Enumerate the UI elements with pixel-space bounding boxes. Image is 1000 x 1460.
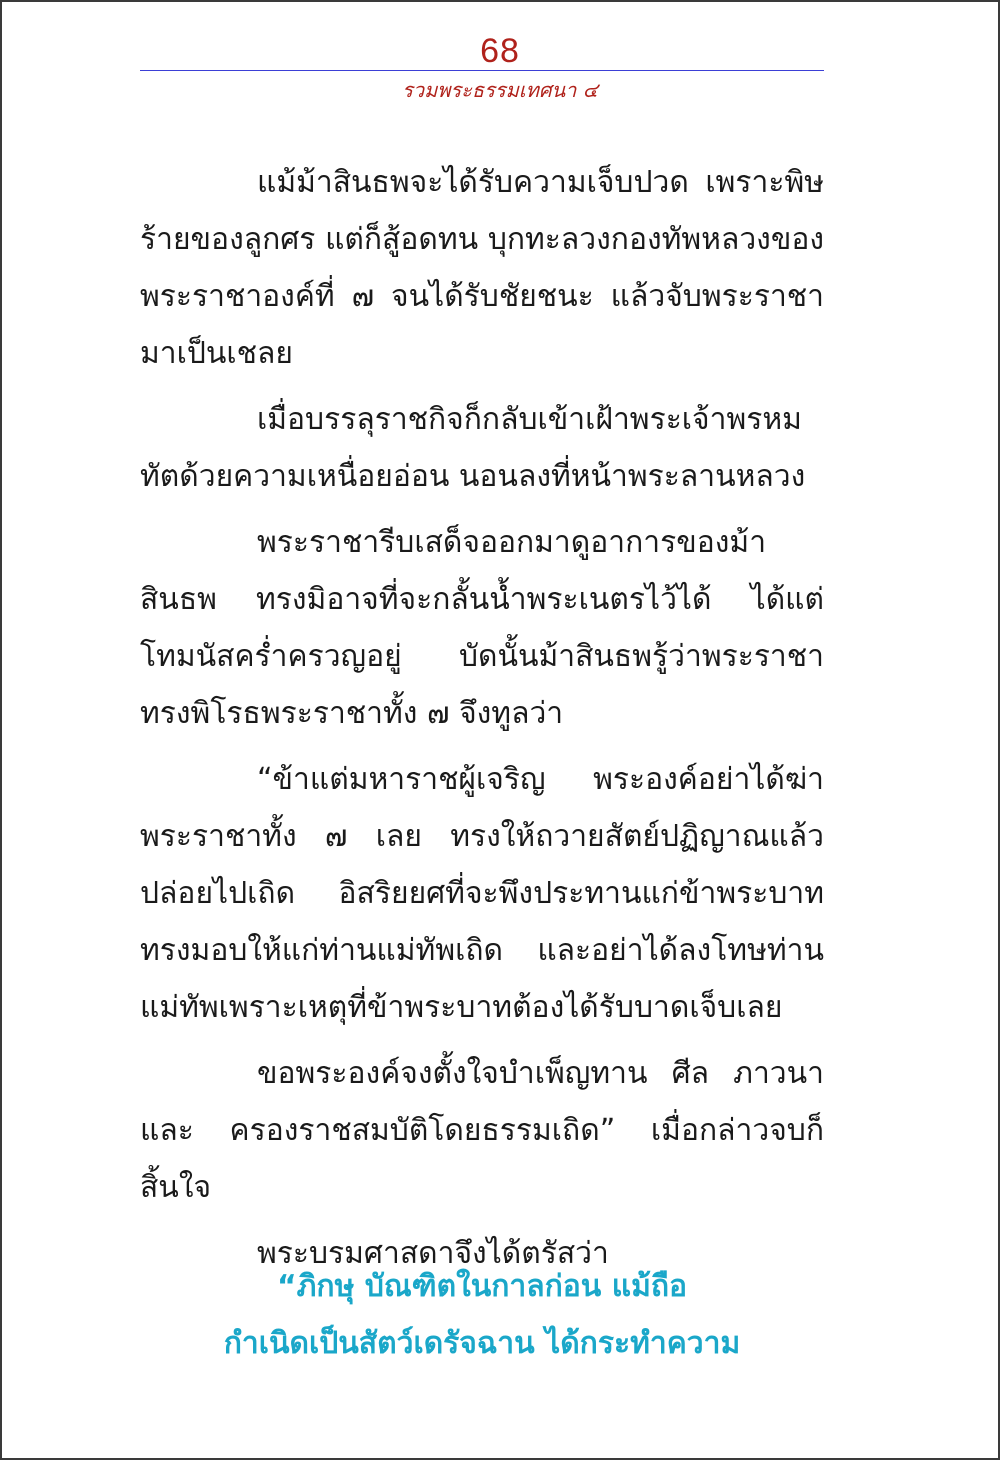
- quote-line: กำเนิดเป็นสัตว์เดรัจฉาน ได้กระทำความ: [223, 1326, 741, 1361]
- highlighted-quote: [140, 1258, 824, 1372]
- paragraph: พระบรมศาสดาจึงได้ตรัสว่า: [257, 1236, 609, 1271]
- paragraph: “ข้าแต่มหาราชผู้เจริญ พระองค์อย่าได้ฆ่าพระราชาทั้ง ๗ เลย ทรงให้ถวายสัตย์ปฏิญาณแล้วปล่อยไปเถิด อิสริยยศที่จะพึงประทานแก่ข้าพระบาท ทรงมอบให้แก่ท่านแม่ทัพเถิด และอย่าได้ลงโทษท่านแม่ทัพเพราะเหตุที่ข้าพระบาทต้องได้รับบาดเจ็บเลย: [140, 762, 824, 1025]
- page-number: 68: [480, 32, 520, 70]
- quote-line: “ภิกษุ บัณฑิตในกาลก่อน แม้ถือ: [276, 1269, 688, 1304]
- body-text: [140, 154, 824, 1282]
- paragraph: พระราชารีบเสด็จออกมาดูอาการของม้าสินธพ ทรงมิอาจที่จะกลั้นน้ำพระเนตรไว้ได้ ได้แต่โทมนัสคร่ำครวญอยู่ บัดนั้นม้าสินธพรู้ว่าพระราชาทรงพิโรธพระราชาทั้ง ๗ จึงทูลว่า: [140, 525, 824, 731]
- book-title: รวมพระธรรมเทศนา ๔: [402, 78, 598, 102]
- paragraph: เมื่อบรรลุราชกิจก็กลับเข้าเฝ้าพระเจ้าพรหมทัตด้วยความเหนื่อยอ่อน นอนลงที่หน้าพระลานหลวง: [140, 402, 806, 494]
- header-divider: [140, 70, 824, 71]
- paragraph: แม้ม้าสินธพจะได้รับความเจ็บปวด เพราะพิษร้ายของลูกศร แต่ก็สู้อดทน บุกทะลวงกองทัพหลวงของพระราชาองค์ที่ ๗ จนได้รับชัยชนะ แล้วจับพระราชามาเป็นเชลย: [140, 165, 824, 371]
- paragraph: ขอพระองค์จงตั้งใจบำเพ็ญทาน ศีล ภาวนา และ ครองราชสมบัติโดยธรรมเถิด” เมื่อกล่าวจบก็สิ้นใจ: [140, 1056, 824, 1205]
